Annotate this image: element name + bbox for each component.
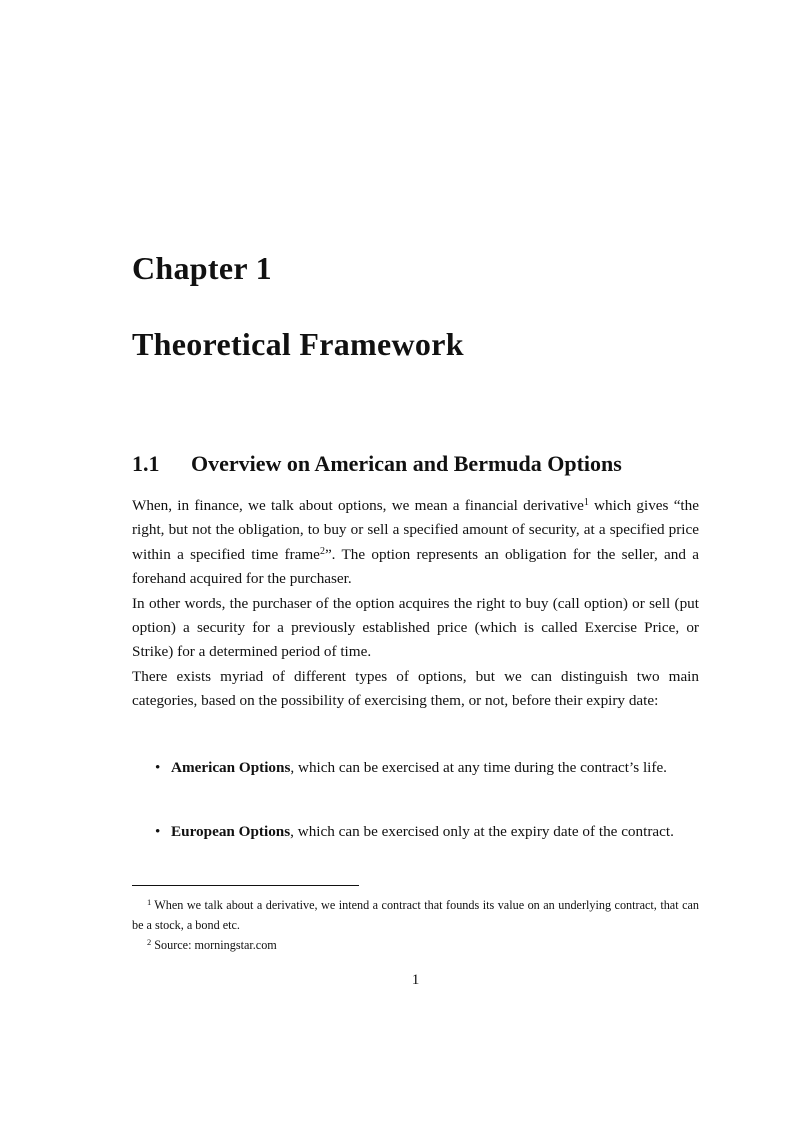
paragraph-1-part-c: ”. The option represents an obligation for the seller, and a forehand acquired for the purchaser.: [132, 545, 700, 588]
footnote-ref-1: 1: [583, 497, 589, 508]
footnote-1: [132, 895, 699, 935]
paragraph-1: [132, 494, 699, 592]
list-item: [155, 820, 699, 844]
bullet-icon: •: [155, 759, 161, 776]
chapter-title: Theoretical Framework: [132, 326, 464, 362]
footnote-ref-2: 2: [319, 545, 325, 557]
chapter-number: Chapter 1: [132, 250, 272, 286]
document-page: [132, 0, 699, 1123]
bullet-icon: •: [155, 823, 161, 840]
list-item-term: American Options: [171, 759, 291, 776]
paragraph-2: In other words, the purchaser of the option acquires the right to buy (call option) or sell (put option) a security for a previously established price (which is called Exercise Price, or Strike) for a determined period of time.: [132, 594, 699, 661]
section-number: 1.1: [132, 451, 160, 476]
body-text: [132, 494, 699, 714]
paragraph-1-part-a: When, in finance, we talk about options, we mean a financial derivative: [132, 497, 584, 514]
page-number: 1: [411, 971, 420, 988]
footnote-divider: [132, 885, 359, 886]
footnotes: [132, 895, 699, 955]
paragraph-1-part-b: which gives “the right, but not the obligation, to buy or sell a specified amount of security, at a specified price within a specified time frame: [132, 497, 699, 563]
list-item: [155, 756, 699, 780]
section-heading: [132, 450, 699, 478]
footnote-marker: 2: [147, 937, 152, 947]
footnote-marker: 1: [147, 897, 152, 907]
footnote-text: Source: morningstar.com: [154, 938, 277, 952]
list-item-text: , which can be exercised at any time during the contract’s life.: [290, 759, 667, 776]
footnote-2: [132, 935, 699, 955]
footnote-text: When we talk about a derivative, we intend a contract that founds its value on an underlying contract, that can be a stock, a bond etc.: [132, 898, 699, 932]
section-title: Overview on American and Bermuda Options: [191, 451, 622, 476]
paragraph-3: There exists myriad of different types of options, but we can distinguish two main categories, based on the possibility of exercising them, or not, before their expiry date:: [132, 667, 699, 710]
list-item-term: European Options: [171, 823, 291, 840]
list-item-text: , which can be exercised only at the expiry date of the contract.: [290, 823, 674, 840]
